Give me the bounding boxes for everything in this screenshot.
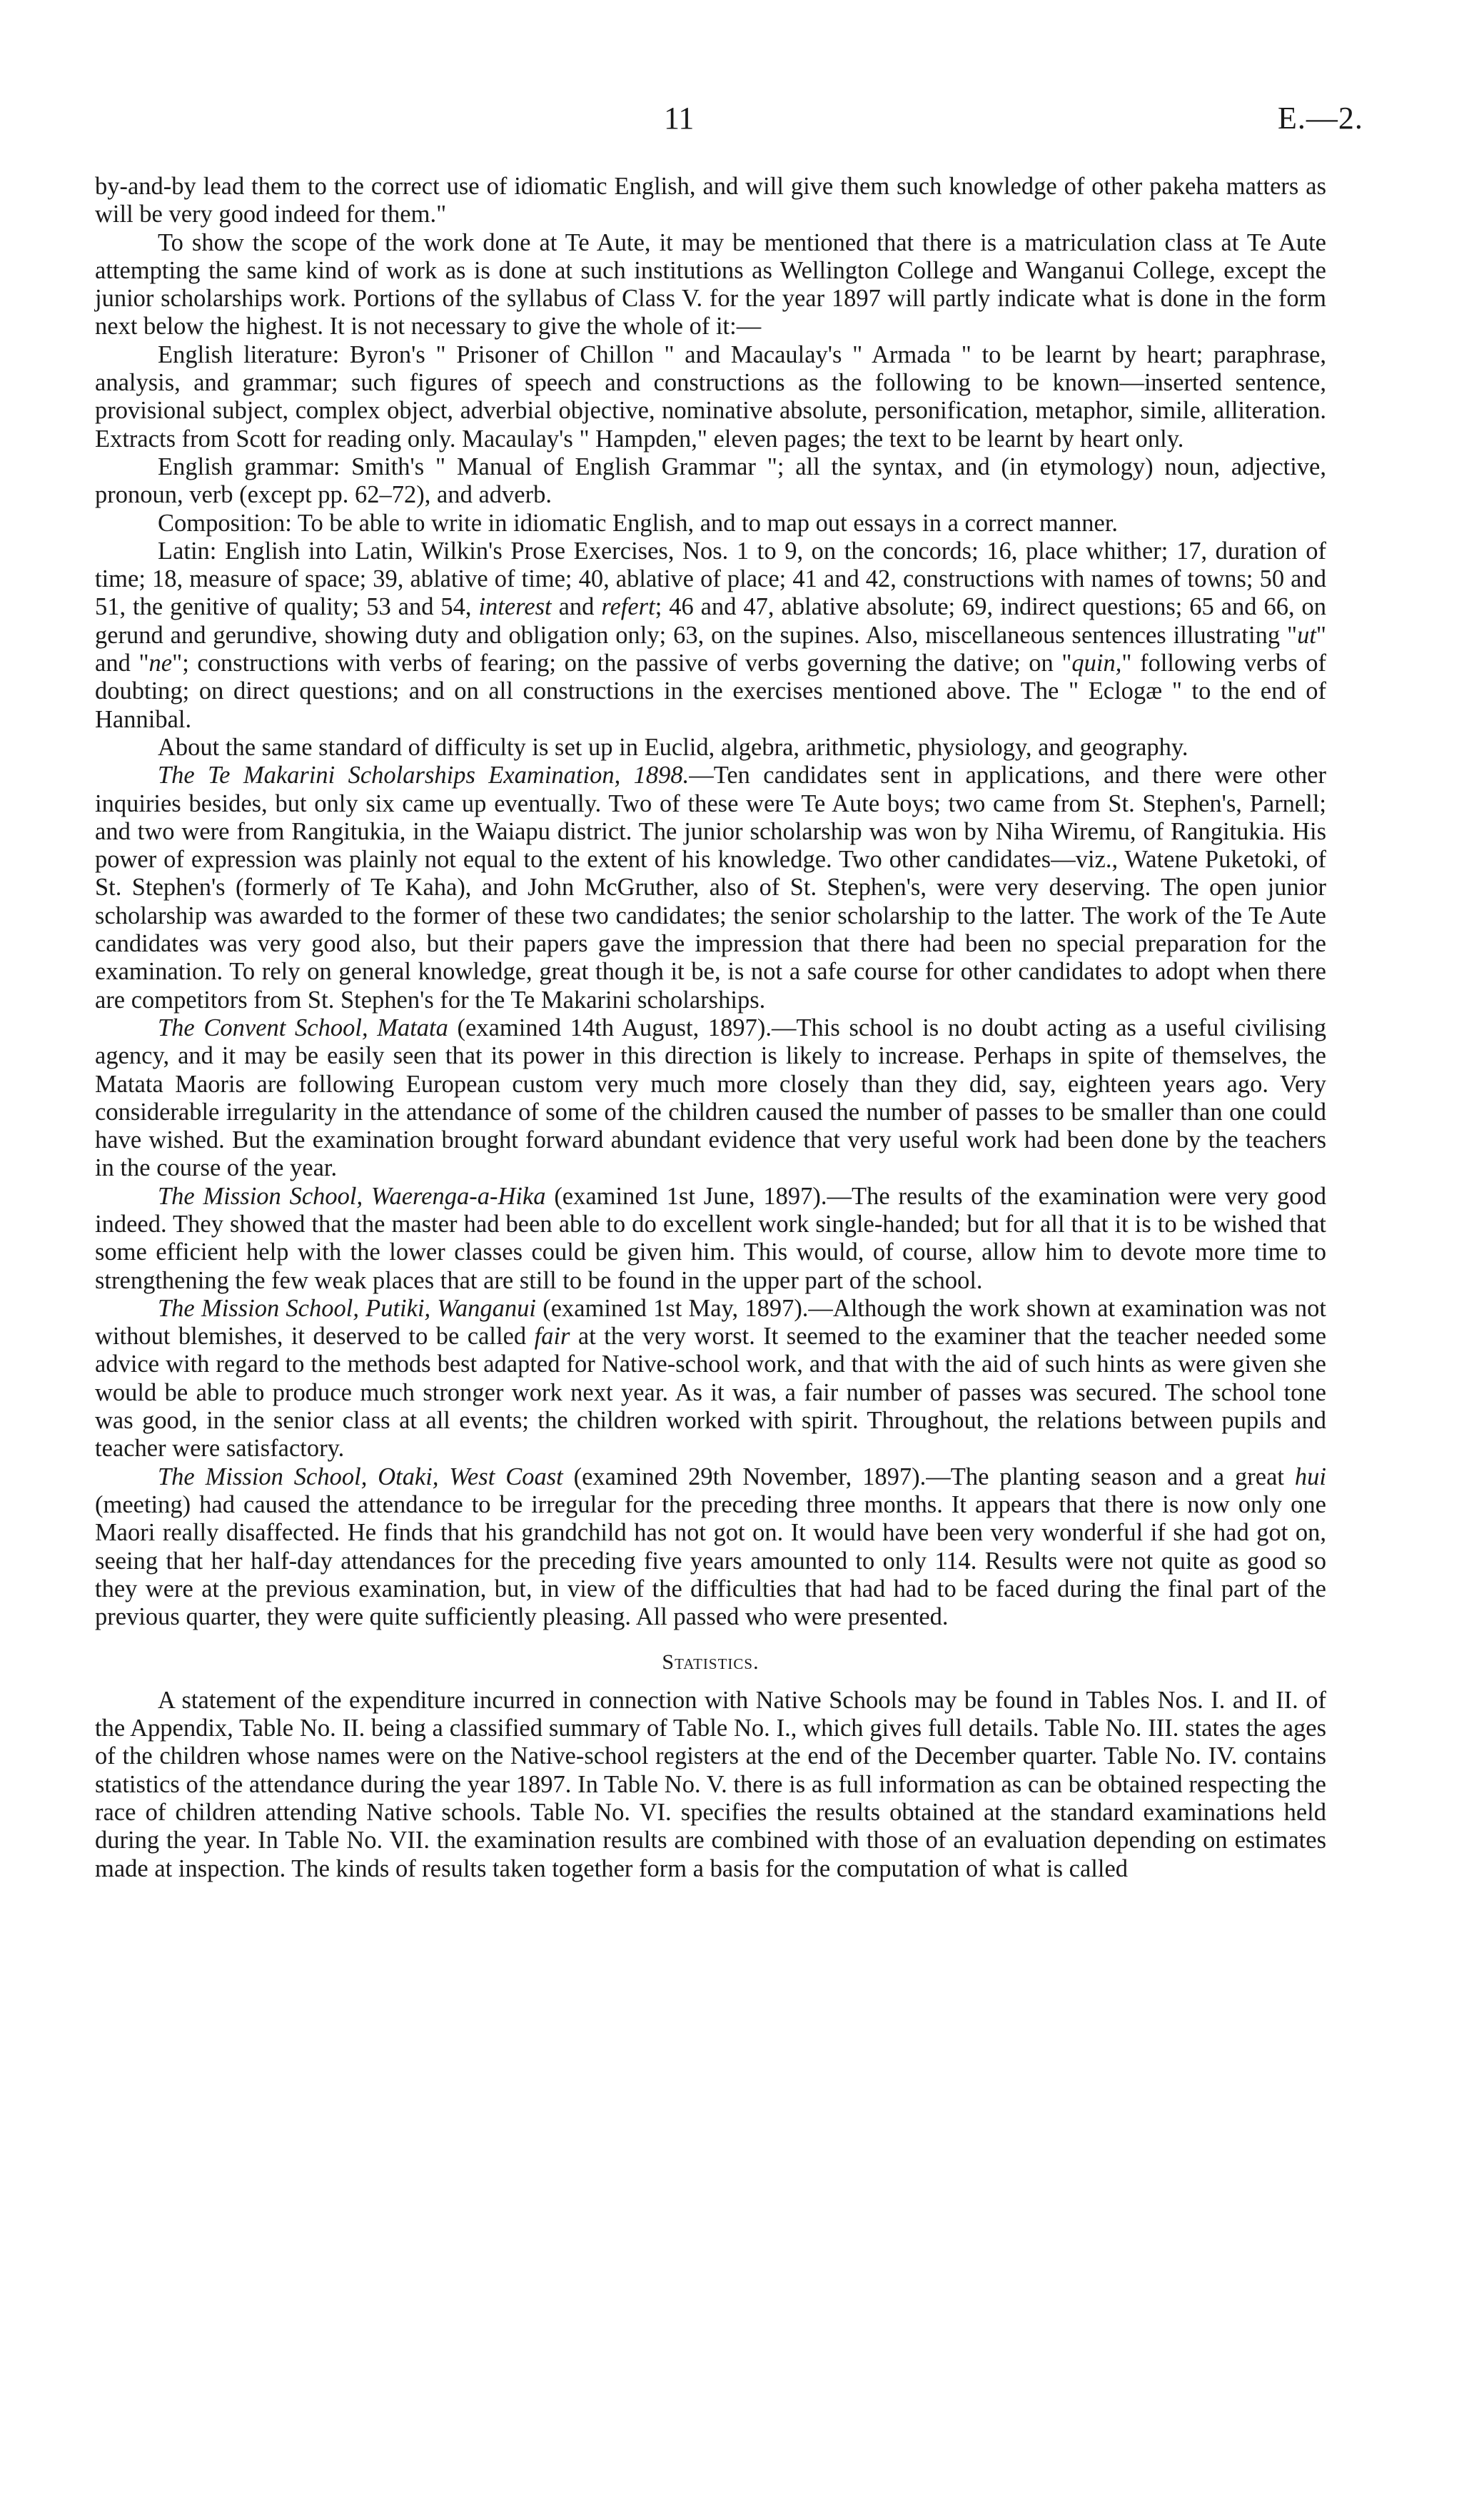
statistics-heading: Statistics. — [662, 1650, 759, 1675]
body-text — [95, 173, 1326, 1883]
paragraph-te-aute-scope: To show the scope of the work done at Te Aute, it may be mentioned that there is a matriculation class at Te Aute attempting the same kind of work as is done at such institutions as Wellington College and Wanganui College, except the junior scholarships work. Portions of the syllabus of Class V. for the year 1897 will partly indicate what is done in the form next below the highest. It is not necessary to give the whole of it:— — [95, 228, 1326, 340]
latin-interest: interest — [478, 593, 552, 621]
paragraph-latin — [95, 537, 1326, 734]
otaki-hui: hui — [1294, 1463, 1326, 1490]
latin-refert: refert — [601, 593, 655, 621]
latin-ne: ne — [148, 650, 173, 677]
paragraph-convent-school — [95, 1014, 1326, 1183]
latin-quin: quin, — [1071, 650, 1122, 677]
otaki-body-b: (meeting) had caused the attendance to be irregular for the preceding three months. It appears that there is now only one Maori really disaffected. He finds that his grandchild has not got on. It would have been very wonderful if she had got on, seeing that her half-day attendances for the preceding five years amounted to only 114. Results were not quite as good so they were at the previous examination, but, in view of the difficulties that had had to be faced during the final part of the previous quarter, they were quite sufficiently pleasing. All passed who were presented. — [95, 1490, 1326, 1631]
page-number: 11 — [664, 101, 695, 136]
putiki-body-b: at the very worst. It seemed to the examiner that the teacher needed some advice with regard to the methods best adapted for Native-school work, and that with the aid of such hints as were given she would be able to produce much stronger work next year. As it was, a fair number of passes was secured. The school tone was good, in the senior class at all events; the children worked with spirit. Throughout, the relations between pupils and teacher were satisfactory. — [95, 1323, 1327, 1463]
latin-ut: ut — [1297, 621, 1316, 649]
paragraph-composition: Composition: To be able to write in idiomatic English, and to map out essays in a correct manner. — [158, 509, 1119, 537]
convent-school-title: The Convent School, Matata — [158, 1014, 448, 1041]
paragraph-otaki — [95, 1463, 1326, 1632]
waerenga-title: The Mission School, Waerenga-a-Hika — [158, 1182, 546, 1210]
paragraph-waerenga-a-hika — [95, 1183, 1326, 1295]
paragraph-putiki — [95, 1295, 1326, 1463]
te-makarini-title: The Te Makarini Scholarships Examination, 1898. — [158, 762, 690, 789]
paragraph-te-makarini — [95, 762, 1326, 1014]
latin-text-a: Latin: English into Latin, Wilkin's Prose Exercises, Nos. 1 to 9, on the concords; 16, place whither; 17, duration of time; 18, measure of space; 39, ablative of time; 40, ablative of place; 41 and 42, constructions with names of towns; 50 and 51, the genitive of quality; 53 and 54, — [95, 537, 1326, 621]
latin-text-d: " and " — [95, 621, 1326, 677]
paragraph-english-literature: English literature: Byron's " Prisoner of Chillon " and Macaulay's " Armada " to be learnt by heart; paraphrase, analysis, and grammar; such figures of speech and constructions as the following to be known—inserted sentence, provisional subject, complex object, adverbial objective, nominative absolute, personification, metaphor, simile, alliteration. Extracts from Scott for reading only. Macaulay's " Hampden," eleven pages; the text to be learnt by heart only. — [95, 340, 1326, 453]
paragraph-standard-difficulty: About the same standard of difficulty is set up in Euclid, algebra, arithmetic, physiology, and geography. — [158, 733, 1188, 761]
waerenga-body: (examined 1st June, 1897).—The results of the examination were very good indeed. They showed that the master had been able to do excellent work single-handed; but for all that it is to be wished that some efficient help with the lower classes could be given him. This would, of course, allow him to devote more time to strengthening the few weak places that are still to be found in the upper part of the school. — [95, 1182, 1326, 1294]
putiki-fair: fair — [534, 1323, 570, 1351]
series-reference: E.—2. — [1278, 101, 1363, 136]
paragraph-statistics: A statement of the expenditure incurred in connection with Native Schools may be found in Tables Nos. I. and II. of the Appendix, Table No. II. being a classified summary of Table No. I., which gives full details. Table No. III. states the ages of the children whose names were on the Native-school registers at the end of the December quarter. Table No. IV. contains statistics of the attendance during the year 1897. In Table No. V. there is as full information as can be obtained respecting the race of children attending Native schools. Table No. VI. specifies the results obtained at the standard examinations held during the year. In Table No. VII. the examination results are combined with those of an evaluation depending on estimates made at inspection. The kinds of results taken together form a basis for the computation of what is called — [95, 1686, 1326, 1882]
putiki-body-a: (examined 1st May, 1897).—Although the work shown at examination was not without blemishes, it deserved to be called — [95, 1294, 1326, 1351]
convent-school-body: (examined 14th August, 1897).—This school is no doubt acting as a useful civilising agency, and it may be easily seen that its power in this direction is likely to increase. Perhaps in spite of themselves, the Matata Maoris are following European custom very much more closely than they did, say, eighteen years ago. Very considerable irregularity in the attendance of some of the children caused the number of passes to be smaller than one could have wished. But the examination brought forward abundant evidence that very useful work had been done by the teachers in the course of the year. — [95, 1014, 1326, 1182]
te-makarini-body: —Ten candidates sent in applications, and there were other inquiries besides, but only six came up eventually. Two of these were Te Aute boys; two came from St. Stephen's, Parnell; and two were from Rangitukia, in the Waiapu district. The junior scholarship was won by Niha Wiremu, of Rangitukia. His power of expression was plainly not equal to the extent of his knowledge. Two other candidates—viz., Watene Puketoki, of St. Stephen's (formerly of Te Kaha), and John McGruther, also of St. Stephen's, were very deserving. The open junior scholarship was awarded to the former of these two candidates; the senior scholarship to the latter. The work of the Te Aute candidates was very good also, but their papers gave the impression that there had been no special preparation for the examination. To rely on general knowledge, great though it be, is not a safe course for other candidates to adopt when there are competitors from St. Stephen's for the Te Makarini scholarships. — [95, 762, 1326, 1014]
page-header — [0, 100, 1484, 150]
latin-text-e: "; constructions with verbs of fearing; on the passive of verbs governing the dative; on " — [172, 650, 1072, 677]
latin-text-c: ; 46 and 47, ablative absolute; 69, indirect questions; 65 and 66, on gerund and gerundive, showing duty and obligation only; 63, on the supines. Also, miscellaneous sentences illustrating " — [95, 593, 1326, 649]
otaki-title: The Mission School, Otaki, West Coast — [158, 1463, 563, 1490]
latin-text-b: and — [551, 593, 602, 621]
putiki-title: The Mission School, Putiki, Wanganui — [158, 1294, 537, 1322]
paragraph-english-grammar: English grammar: Smith's " Manual of English Grammar "; all the syntax, and (in etymology) noun, adjective, pronoun, verb (except pp. 62–72), and adverb. — [95, 453, 1326, 509]
paragraph-continuation: by-and-by lead them to the correct use of idiomatic English, and will give them such knowledge of other pakeha matters as will be very good indeed for them." — [95, 173, 1326, 228]
latin-text-f: " following verbs of doubting; on direct questions; and on all constructions in the exercises mentioned above. The " Eclogæ " to the end of Hannibal. — [95, 650, 1326, 733]
otaki-body-a: (examined 29th November, 1897).—The planting season and a great — [562, 1463, 1295, 1490]
